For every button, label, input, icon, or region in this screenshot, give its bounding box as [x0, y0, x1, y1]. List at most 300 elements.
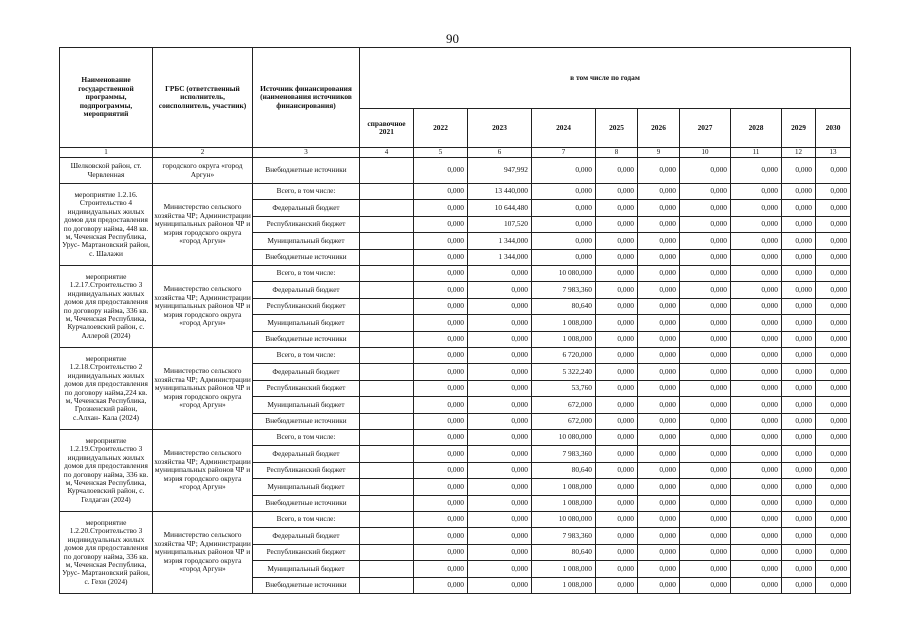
ref-value: [360, 158, 414, 184]
budget-table: [59, 47, 851, 594]
year-value: 10 644,480: [468, 200, 532, 217]
funding-source: Внебюджетные источники: [253, 414, 360, 430]
year-value: 7 983,360: [532, 282, 596, 299]
ref-value: [360, 414, 414, 430]
column-number: 2: [153, 148, 253, 158]
header-year: 2022: [414, 109, 468, 148]
year-value: 0,000: [532, 250, 596, 266]
program-name: мероприятие 1.2.16. Строительство 4 индивидуальных жилых домов для предоставления по договору найма, 448 кв. м, Чеченская Республика, Урус- Мартановский район, с. Шалажи: [60, 184, 153, 266]
table-row: [60, 184, 851, 200]
header-name: Наименование государственной программы, подпрограммы, мероприятий: [60, 48, 153, 148]
table-row: [60, 430, 851, 446]
year-value: 0,000: [414, 496, 468, 512]
year-value: 0,000: [782, 282, 816, 299]
year-value: 80,640: [532, 299, 596, 315]
year-value: 0,000: [816, 446, 851, 463]
year-value: 0,000: [596, 545, 638, 561]
year-value: 0,000: [638, 282, 680, 299]
year-value: 0,000: [638, 561, 680, 578]
year-value: 0,000: [596, 299, 638, 315]
year-value: 0,000: [680, 266, 731, 282]
year-value: 13 440,000: [468, 184, 532, 200]
year-value: 0,000: [414, 332, 468, 348]
year-value: 0,000: [816, 496, 851, 512]
year-value: 0,000: [414, 217, 468, 233]
header-year: 2024: [532, 109, 596, 148]
year-value: 0,000: [596, 217, 638, 233]
funding-source: Внебюджетные источники: [253, 158, 360, 184]
funding-source: Всего, в том числе:: [253, 266, 360, 282]
year-value: 0,000: [638, 463, 680, 479]
year-value: 0,000: [816, 266, 851, 282]
funding-source: Федеральный бюджет: [253, 528, 360, 545]
grbs-cell: Министерство сельского хозяйства ЧР; Администрации муниципальных районов ЧР и мэрия городского округа «город Аргун»: [153, 512, 253, 594]
ref-value: [360, 282, 414, 299]
funding-source: Всего, в том числе:: [253, 184, 360, 200]
year-value: 0,000: [680, 578, 731, 594]
column-number: 3: [253, 148, 360, 158]
year-value: 0,000: [596, 364, 638, 381]
year-value: 7 983,360: [532, 528, 596, 545]
year-value: 0,000: [680, 463, 731, 479]
year-value: 1 008,000: [532, 578, 596, 594]
table-row: [60, 266, 851, 282]
ref-value: [360, 463, 414, 479]
year-value: 0,000: [782, 364, 816, 381]
year-value: 0,000: [680, 184, 731, 200]
program-name: мероприятие 1.2.19.Строительство 3 индивидуальных жилых домов для предоставления по договору найма, 336 кв. м, Чеченская Республика, Курчалоевский район, с. Гелдаган (2024): [60, 430, 153, 512]
year-value: 1 344,000: [468, 233, 532, 250]
year-value: 7 983,360: [532, 446, 596, 463]
funding-source: Федеральный бюджет: [253, 364, 360, 381]
year-value: 0,000: [731, 158, 782, 184]
header-years-group: в том числе по годам: [360, 48, 851, 109]
year-value: 0,000: [816, 430, 851, 446]
year-value: 0,000: [782, 266, 816, 282]
year-value: 0,000: [680, 364, 731, 381]
year-value: 0,000: [816, 233, 851, 250]
year-value: 0,000: [596, 561, 638, 578]
year-value: 0,000: [731, 364, 782, 381]
ref-value: [360, 233, 414, 250]
ref-value: [360, 578, 414, 594]
table-row: [60, 512, 851, 528]
year-value: 0,000: [731, 528, 782, 545]
year-value: 0,000: [782, 315, 816, 332]
year-value: 53,760: [532, 381, 596, 397]
year-value: 0,000: [782, 200, 816, 217]
year-value: 0,000: [816, 348, 851, 364]
year-value: 0,000: [680, 528, 731, 545]
header-year: 2025: [596, 109, 638, 148]
year-value: 0,000: [782, 561, 816, 578]
year-value: 0,000: [414, 397, 468, 414]
year-value: 0,000: [638, 158, 680, 184]
year-value: 0,000: [782, 397, 816, 414]
year-value: 0,000: [680, 200, 731, 217]
year-value: 0,000: [468, 479, 532, 496]
ref-value: [360, 217, 414, 233]
funding-source: Внебюджетные источники: [253, 578, 360, 594]
column-number-row: [60, 148, 851, 158]
ref-value: [360, 332, 414, 348]
year-value: 0,000: [731, 397, 782, 414]
year-value: 10 080,000: [532, 266, 596, 282]
year-value: 0,000: [596, 463, 638, 479]
year-value: 1 008,000: [532, 561, 596, 578]
year-value: 0,000: [731, 496, 782, 512]
column-number: 6: [468, 148, 532, 158]
column-number: 7: [532, 148, 596, 158]
year-value: 1 008,000: [532, 332, 596, 348]
year-value: 0,000: [638, 299, 680, 315]
grbs-cell: Министерство сельского хозяйства ЧР; Администрации муниципальных районов ЧР и мэрия городского округа «город Аргун»: [153, 430, 253, 512]
year-value: 0,000: [596, 184, 638, 200]
year-value: 0,000: [596, 381, 638, 397]
header-year: 2026: [638, 109, 680, 148]
year-value: 0,000: [596, 397, 638, 414]
year-value: 0,000: [468, 528, 532, 545]
year-value: 0,000: [816, 332, 851, 348]
year-value: 1 008,000: [532, 479, 596, 496]
ref-value: [360, 250, 414, 266]
year-value: 0,000: [468, 414, 532, 430]
year-value: 0,000: [532, 217, 596, 233]
year-value: 0,000: [816, 282, 851, 299]
year-value: 0,000: [532, 158, 596, 184]
year-value: 0,000: [731, 561, 782, 578]
year-value: 0,000: [816, 414, 851, 430]
year-value: 0,000: [816, 561, 851, 578]
year-value: 0,000: [680, 414, 731, 430]
year-value: 0,000: [596, 315, 638, 332]
program-name: мероприятие 1.2.18.Строительство 2 индивидуальных жилых домов для предоставления по договору найма,224 кв. м, Чеченская Республика, Грозненский район, с.Алхан- Кала (2024): [60, 348, 153, 430]
ref-value: [360, 430, 414, 446]
ref-value: [360, 446, 414, 463]
year-value: 0,000: [782, 233, 816, 250]
year-value: 6 720,000: [532, 348, 596, 364]
year-value: 0,000: [816, 299, 851, 315]
funding-source: Республиканский бюджет: [253, 463, 360, 479]
year-value: 80,640: [532, 545, 596, 561]
year-value: 0,000: [414, 315, 468, 332]
ref-value: [360, 512, 414, 528]
ref-value: [360, 381, 414, 397]
year-value: 0,000: [532, 233, 596, 250]
year-value: 0,000: [782, 217, 816, 233]
column-number: 13: [816, 148, 851, 158]
program-name: мероприятие 1.2.17.Строительство 3 индивидуальных жилых домов для предоставления по договору найма, 336 кв. м, Чеченская Республика, Курчалоевский район, с. Аллерой (2024): [60, 266, 153, 348]
ref-value: [360, 397, 414, 414]
year-value: 0,000: [596, 512, 638, 528]
ref-value: [360, 528, 414, 545]
year-value: 0,000: [596, 446, 638, 463]
year-value: 0,000: [596, 528, 638, 545]
year-value: 0,000: [816, 463, 851, 479]
year-value: 0,000: [596, 158, 638, 184]
year-value: 0,000: [816, 381, 851, 397]
year-value: 0,000: [731, 545, 782, 561]
year-value: 0,000: [638, 332, 680, 348]
funding-source: Федеральный бюджет: [253, 282, 360, 299]
year-value: 0,000: [414, 446, 468, 463]
funding-source: Муниципальный бюджет: [253, 397, 360, 414]
year-value: 0,000: [468, 545, 532, 561]
year-value: 0,000: [414, 200, 468, 217]
year-value: 0,000: [816, 217, 851, 233]
column-number: 4: [360, 148, 414, 158]
year-value: 0,000: [638, 496, 680, 512]
year-value: 0,000: [638, 397, 680, 414]
year-value: 0,000: [596, 578, 638, 594]
year-value: 10 080,000: [532, 512, 596, 528]
year-value: 0,000: [782, 332, 816, 348]
year-value: 0,000: [596, 430, 638, 446]
year-value: 0,000: [414, 414, 468, 430]
year-value: 0,000: [782, 545, 816, 561]
year-value: 0,000: [731, 463, 782, 479]
year-value: 0,000: [468, 364, 532, 381]
year-value: 0,000: [680, 430, 731, 446]
year-value: 0,000: [414, 479, 468, 496]
column-number: 5: [414, 148, 468, 158]
ref-value: [360, 315, 414, 332]
year-value: 0,000: [782, 381, 816, 397]
grbs-cell: городского округа «город Аргун»: [153, 158, 253, 184]
funding-source: Внебюджетные источники: [253, 250, 360, 266]
table-row: [60, 158, 851, 184]
year-value: 0,000: [638, 348, 680, 364]
year-value: 0,000: [680, 315, 731, 332]
year-value: 0,000: [414, 578, 468, 594]
year-value: 0,000: [468, 315, 532, 332]
funding-source: Муниципальный бюджет: [253, 315, 360, 332]
year-value: 0,000: [638, 446, 680, 463]
year-value: 0,000: [782, 496, 816, 512]
column-number: 12: [782, 148, 816, 158]
year-value: 0,000: [414, 381, 468, 397]
year-value: 0,000: [731, 266, 782, 282]
year-value: 0,000: [816, 315, 851, 332]
year-value: 0,000: [414, 299, 468, 315]
year-value: 672,000: [532, 414, 596, 430]
year-value: 0,000: [468, 282, 532, 299]
year-value: 0,000: [782, 348, 816, 364]
year-value: 0,000: [468, 299, 532, 315]
header-year: 2028: [731, 109, 782, 148]
grbs-cell: Министерство сельского хозяйства ЧР; Администрации муниципальных районов ЧР и мэрия городского округа «город Аргун»: [153, 348, 253, 430]
year-value: 0,000: [680, 479, 731, 496]
year-value: 10 080,000: [532, 430, 596, 446]
year-value: 0,000: [596, 250, 638, 266]
year-value: 0,000: [782, 463, 816, 479]
year-value: 0,000: [638, 430, 680, 446]
funding-source: Федеральный бюджет: [253, 446, 360, 463]
program-name: мероприятие 1.2.20.Строительство 3 индивидуальных жилых домов для предоставления по договору найма, 336 кв. м, Чеченская Республика, Урус- Мартановский район, с. Гехи (2024): [60, 512, 153, 594]
ref-value: [360, 348, 414, 364]
year-value: 0,000: [414, 463, 468, 479]
year-value: 0,000: [816, 512, 851, 528]
year-value: 0,000: [468, 496, 532, 512]
year-value: 0,000: [638, 414, 680, 430]
column-number: 10: [680, 148, 731, 158]
year-value: 0,000: [532, 184, 596, 200]
year-value: 0,000: [731, 217, 782, 233]
year-value: 1 344,000: [468, 250, 532, 266]
ref-value: [360, 561, 414, 578]
year-value: 1 008,000: [532, 496, 596, 512]
year-value: 0,000: [468, 397, 532, 414]
table-row: [60, 348, 851, 364]
header-year: 2023: [468, 109, 532, 148]
funding-source: Федеральный бюджет: [253, 200, 360, 217]
column-number: 8: [596, 148, 638, 158]
year-value: 0,000: [414, 561, 468, 578]
year-value: 0,000: [731, 184, 782, 200]
header-source: Источник финансирования (наименования источников финансирования): [253, 48, 360, 148]
funding-source: Всего, в том числе:: [253, 512, 360, 528]
year-value: 0,000: [680, 217, 731, 233]
year-value: 0,000: [468, 430, 532, 446]
page-number: 90: [446, 31, 459, 46]
year-value: 0,000: [680, 496, 731, 512]
year-value: 1 008,000: [532, 315, 596, 332]
year-value: 0,000: [638, 545, 680, 561]
year-value: 0,000: [782, 158, 816, 184]
year-value: 0,000: [816, 397, 851, 414]
year-value: 0,000: [816, 184, 851, 200]
funding-source: Муниципальный бюджет: [253, 479, 360, 496]
year-value: 0,000: [782, 512, 816, 528]
ref-value: [360, 266, 414, 282]
year-value: 0,000: [414, 364, 468, 381]
year-value: 0,000: [468, 561, 532, 578]
table-body: [60, 158, 851, 594]
year-value: 0,000: [638, 381, 680, 397]
year-value: 0,000: [596, 348, 638, 364]
year-value: 0,000: [680, 332, 731, 348]
year-value: 0,000: [414, 430, 468, 446]
year-value: 0,000: [638, 200, 680, 217]
funding-source: Муниципальный бюджет: [253, 561, 360, 578]
year-value: 0,000: [731, 578, 782, 594]
year-value: 80,640: [532, 463, 596, 479]
header-year: 2030: [816, 109, 851, 148]
year-value: 0,000: [731, 315, 782, 332]
funding-source: Республиканский бюджет: [253, 217, 360, 233]
year-value: 0,000: [638, 364, 680, 381]
year-value: 0,000: [680, 561, 731, 578]
year-value: 0,000: [680, 512, 731, 528]
year-value: 0,000: [414, 266, 468, 282]
year-value: 0,000: [731, 348, 782, 364]
year-value: 0,000: [731, 430, 782, 446]
year-value: 0,000: [638, 578, 680, 594]
year-value: 0,000: [468, 381, 532, 397]
year-value: 0,000: [816, 578, 851, 594]
year-value: 0,000: [596, 496, 638, 512]
year-value: 0,000: [782, 184, 816, 200]
year-value: 0,000: [596, 282, 638, 299]
year-value: 0,000: [782, 430, 816, 446]
year-value: 0,000: [680, 250, 731, 266]
year-value: 0,000: [638, 233, 680, 250]
header-ref-year: справочное 2021: [360, 109, 414, 148]
year-value: 947,992: [468, 158, 532, 184]
year-value: 0,000: [782, 578, 816, 594]
year-value: 0,000: [596, 414, 638, 430]
year-value: 0,000: [638, 184, 680, 200]
year-value: 0,000: [468, 578, 532, 594]
ref-value: [360, 496, 414, 512]
funding-source: Республиканский бюджет: [253, 299, 360, 315]
funding-source: Всего, в том числе:: [253, 348, 360, 364]
year-value: 0,000: [414, 184, 468, 200]
year-value: 0,000: [816, 250, 851, 266]
ref-value: [360, 545, 414, 561]
year-value: 0,000: [731, 200, 782, 217]
year-value: 0,000: [680, 158, 731, 184]
year-value: 0,000: [414, 348, 468, 364]
year-value: 0,000: [680, 233, 731, 250]
year-value: 0,000: [468, 266, 532, 282]
year-value: 0,000: [680, 348, 731, 364]
year-value: 0,000: [782, 479, 816, 496]
year-value: 0,000: [638, 250, 680, 266]
year-value: 0,000: [731, 446, 782, 463]
year-value: 0,000: [414, 233, 468, 250]
year-value: 0,000: [468, 348, 532, 364]
year-value: 5 322,240: [532, 364, 596, 381]
year-value: 0,000: [731, 512, 782, 528]
year-value: 0,000: [680, 397, 731, 414]
funding-source: Муниципальный бюджет: [253, 233, 360, 250]
year-value: 0,000: [816, 528, 851, 545]
header-year: 2029: [782, 109, 816, 148]
column-number: 11: [731, 148, 782, 158]
ref-value: [360, 200, 414, 217]
grbs-cell: Министерство сельского хозяйства ЧР; Администрации муниципальных районов ЧР и мэрия городского округа «город Аргун»: [153, 266, 253, 348]
year-value: 0,000: [414, 158, 468, 184]
year-value: 0,000: [638, 479, 680, 496]
year-value: 0,000: [638, 217, 680, 233]
year-value: 0,000: [816, 158, 851, 184]
year-value: 0,000: [731, 381, 782, 397]
year-value: 0,000: [731, 250, 782, 266]
year-value: 0,000: [680, 545, 731, 561]
year-value: 0,000: [468, 512, 532, 528]
year-value: 0,000: [414, 545, 468, 561]
year-value: 0,000: [596, 332, 638, 348]
year-value: 0,000: [414, 528, 468, 545]
year-value: 0,000: [596, 266, 638, 282]
header-year: 2027: [680, 109, 731, 148]
year-value: 0,000: [816, 364, 851, 381]
year-value: 0,000: [731, 479, 782, 496]
ref-value: [360, 299, 414, 315]
ref-value: [360, 184, 414, 200]
year-value: 0,000: [782, 414, 816, 430]
year-value: 0,000: [731, 414, 782, 430]
program-name: Шелковской район, ст. Червленная: [60, 158, 153, 184]
year-value: 0,000: [468, 446, 532, 463]
year-value: 0,000: [816, 545, 851, 561]
year-value: 0,000: [782, 299, 816, 315]
year-value: 0,000: [638, 315, 680, 332]
year-value: 0,000: [731, 299, 782, 315]
year-value: 0,000: [596, 233, 638, 250]
year-value: 0,000: [782, 250, 816, 266]
